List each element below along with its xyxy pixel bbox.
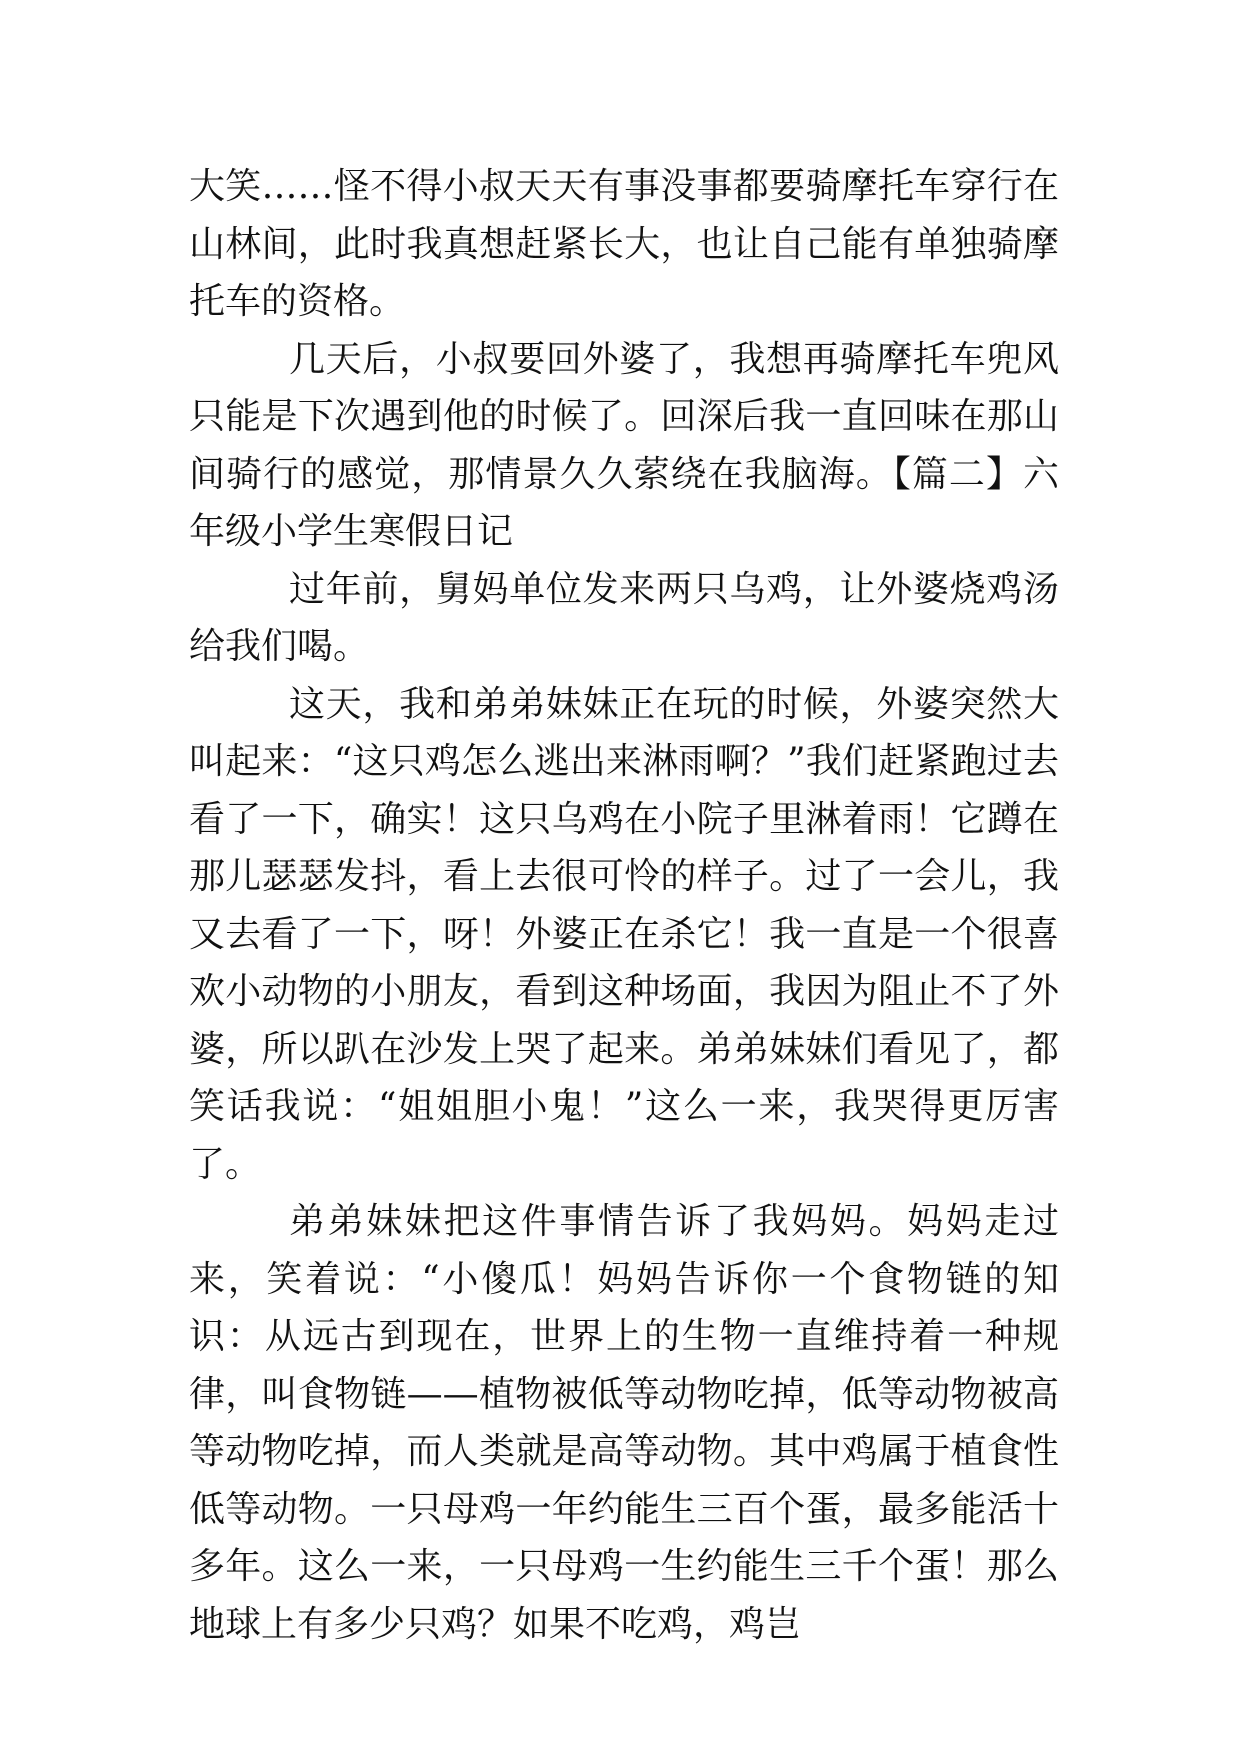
paragraph-5: 弟弟妹妹把这件事情告诉了我妈妈。妈妈走过来，笑着说：“小傻瓜！妈妈告诉你一个食物链的知识：从远古到现在，世界上的生物一直维持着一种规律，叫食物链——植物被低等动物吃掉，低等动物被高等动物吃掉，而人类就是高等动物。其中鸡属于植食性低等动物。一只母鸡一年约能生三百个蛋，最多能活十多年。这么一来，一只母鸡一生约能生三千个蛋！那么地球上有多少只鸡？如果不吃鸡，鸡岂 bbox=[189, 1201, 1059, 1645]
paragraph-2: 几天后，小叔要回外婆了，我想再骑摩托车兜风只能是下次遇到他的时候了。回深后我一直回味在那山间骑行的感觉，那情景久久萦绕在我脑海。【篇二】六年级小学生寒假日记 bbox=[189, 338, 1059, 552]
paragraph-1: 大笑……怪不得小叔天天有事没事都要骑摩托车穿行在山林间，此时我真想赶紧长大，也让自己能有单独骑摩托车的资格。 bbox=[189, 166, 1059, 322]
document-body bbox=[189, 158, 1059, 1653]
paragraph-4: 这天，我和弟弟妹妹正在玩的时候，外婆突然大叫起来：“这只鸡怎么逃出来淋雨啊？”我们赶紧跑过去看了一下，确实！这只乌鸡在小院子里淋着雨！它蹲在那儿瑟瑟发抖，看上去很可怜的样子。过了一会儿，我又去看了一下，呀！外婆正在杀它！我一直是一个很喜欢小动物的小朋友，看到这种场面，我因为阻止不了外婆，所以趴在沙发上哭了起来。弟弟妹妹们看见了，都笑话我说：“姐姐胆小鬼！”这么一来，我哭得更厉害了。 bbox=[189, 683, 1059, 1185]
paragraph-3: 过年前，舅妈单位发来两只乌鸡，让外婆烧鸡汤给我们喝。 bbox=[189, 568, 1059, 667]
